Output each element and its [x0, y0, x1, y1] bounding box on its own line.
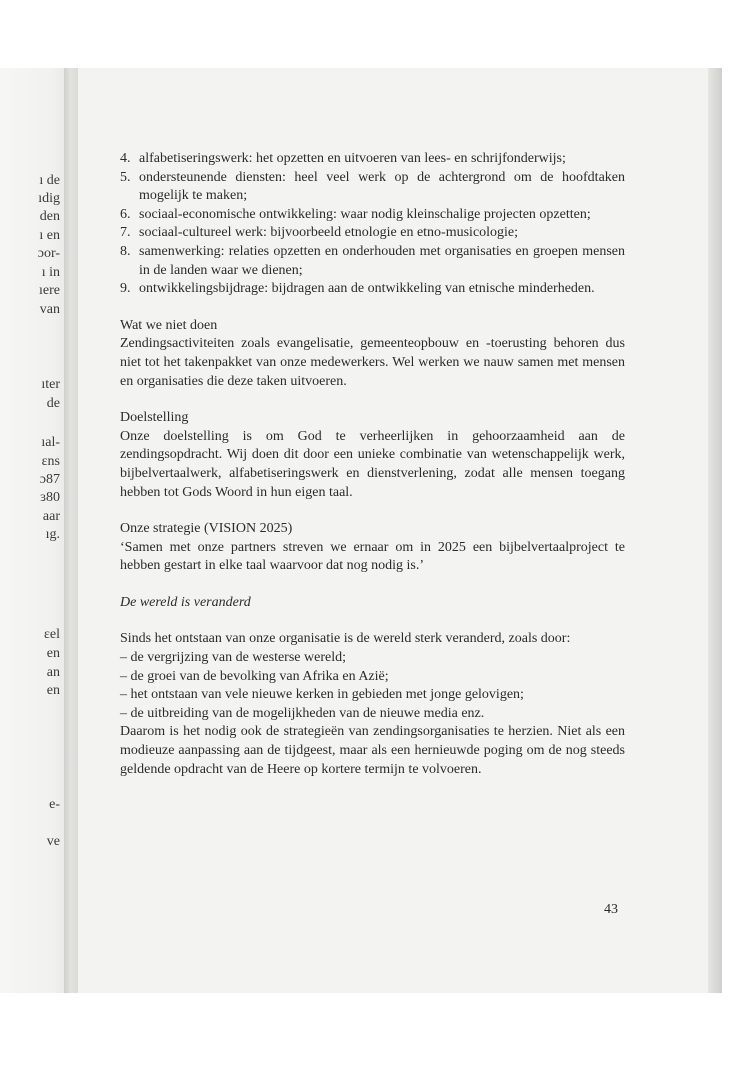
bullet-item: – de uitbreiding van de mogelijkheden van de nieuwe media enz.: [120, 705, 485, 721]
section-body-niet: Zendingsactiviteiten zoals evangelisatie, gemeenteopbouw en -toerusting behoren dus niet tot het takenpakket van onze medewerkers. Wel werken we nauw samen met mensen en organisaties die deze taken uitvoeren.: [120, 336, 625, 389]
bullet-item: – de vergrijzing van de westerse wereld;: [120, 650, 346, 666]
left-fragment: ıal-: [41, 435, 60, 450]
left-fragment: aar: [42, 509, 60, 524]
left-page-text: [0, 68, 74, 993]
left-fragment: ɛns: [41, 454, 60, 469]
left-fragment: de: [46, 396, 60, 411]
left-fragment: ıter: [41, 377, 60, 392]
list-number: 4.: [120, 151, 131, 166]
left-fragment: ıere: [39, 283, 60, 298]
section-heading-strategie: Onze strategie (VISION 2025): [120, 521, 293, 537]
left-fragment: ɔor-: [37, 246, 60, 261]
left-fragment: ɛel: [44, 627, 60, 642]
section-outro-wereld: Daarom is het nodig ook de strategieën van zendingsorganisaties te herzien. Niet als een modieuze aanpassing aan de tijdgeest, maar als een hernieuwde poging om de nog steeds geldende opdracht van de Heere op kortere termijn te volvoeren.: [120, 724, 625, 777]
left-fragment: ɔ87: [39, 472, 60, 487]
section-body-doelstelling: Onze doelstelling is om God te verheerlijken in gehoorzaamheid aan de zendingsopdracht. Wij doen dit door een unieke combinatie van wetenschappelijk werk, bijbelvertaalwerk, alfabetiseringswerk en dienstverlening, zodat alle mensen toegang hebben tot Gods Woord in hun eigen taal.: [120, 428, 625, 500]
list-item: [120, 280, 625, 299]
list-number: 8.: [120, 243, 131, 259]
bullet-item: – de groei van de bevolking van Afrika en Azië;: [120, 668, 389, 684]
list-item: [120, 169, 625, 206]
left-fragment: ve: [46, 834, 60, 849]
list-number: 5.: [120, 169, 131, 185]
left-fragment: ıg.: [45, 527, 60, 542]
left-fragment: e-: [49, 797, 60, 812]
section-heading-niet: Wat we niet doen: [120, 317, 218, 333]
list-item: [120, 206, 625, 225]
page-number: 43: [604, 902, 618, 917]
page-body: [120, 150, 625, 779]
section-heading-doelstelling: Doelstelling: [120, 410, 189, 426]
left-fragment: ıdig: [38, 191, 60, 206]
list-item: [120, 243, 625, 280]
list-number: 6.: [120, 206, 131, 222]
list-number: 7.: [120, 225, 131, 241]
section-heading-wereld: De wereld is veranderd: [120, 594, 251, 610]
list-item: [120, 150, 625, 169]
list-text: sociaal-cultureel werk: bijvoorbeeld etnologie en etno-musicologie;: [139, 225, 519, 241]
list-text: alfabetiseringswerk: het opzetten en uitvoeren van lees- en schrijfonderwijs;: [139, 151, 566, 166]
left-fragment: ı en: [39, 228, 60, 243]
list-text: ondersteunende diensten: heel veel werk op de achtergrond om de hoofdtaken mogelijk te maken;: [139, 169, 625, 204]
page-edge: [708, 68, 722, 993]
left-fragment: den: [39, 209, 60, 224]
list-text: samenwerking: relaties opzetten en onderhouden met organisaties en groepen mensen in de landen waar we dienen;: [139, 243, 625, 278]
left-fragment: ı de: [39, 173, 60, 188]
section-body-strategie: ‘Samen met onze partners streven we ernaar om in 2025 een bijbelvertaalproject te hebben gestart in elke taal waarvoor dat nog nodig is.’: [120, 539, 625, 574]
left-fragment: en: [46, 646, 60, 661]
section-intro-wereld: Sinds het ontstaan van onze organisatie is de wereld sterk veranderd, zoals door:: [120, 631, 571, 647]
list-item: [120, 224, 625, 243]
bullet-item: – het ontstaan van vele nieuwe kerken in gebieden met jonge gelovigen;: [120, 687, 524, 703]
list-text: sociaal-economische ontwikkeling: waar nodig kleinschalige projecten opzetten;: [139, 206, 591, 222]
left-fragment: an: [46, 665, 60, 680]
left-page: [0, 68, 74, 993]
left-fragment: ɜ80: [40, 490, 60, 505]
left-fragment: en: [46, 683, 60, 698]
left-fragment: ı in: [41, 265, 60, 280]
list-number: 9.: [120, 281, 131, 297]
list-text: ontwikkelingsbijdrage: bijdragen aan de ontwikkeling van etnische minderheden.: [139, 281, 595, 297]
left-fragment: van: [39, 302, 60, 317]
